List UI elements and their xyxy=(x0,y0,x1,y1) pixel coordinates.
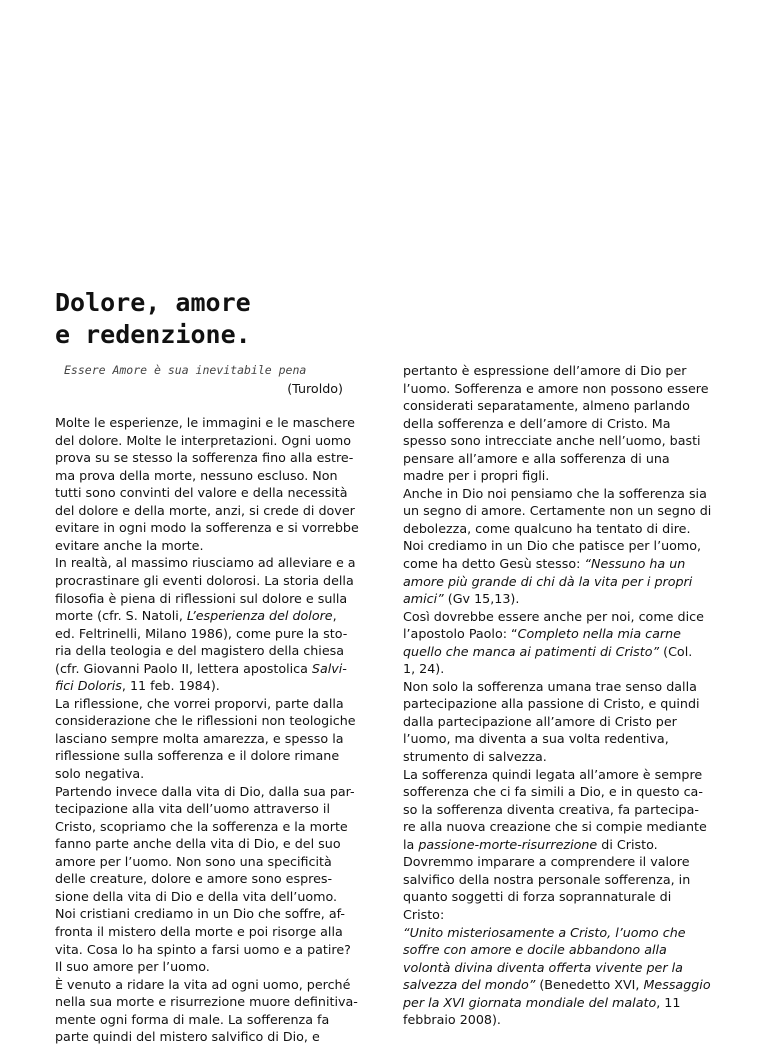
text-segment: vita. Cosa lo ha spinto a farsi uomo e a patire? xyxy=(55,941,351,957)
text-segment: spesso sono intrecciate anche nell’uomo, basti xyxy=(403,433,701,449)
text-segment: ria della teologia e del magistero della chiesa xyxy=(55,643,345,659)
left-column xyxy=(55,362,359,1046)
italic-text: soffre con amore e docile abbandono alla xyxy=(403,942,667,958)
text-line xyxy=(403,537,703,555)
text-line xyxy=(55,607,345,625)
text-segment: , 11 feb. 1984). xyxy=(121,678,220,694)
text-line xyxy=(403,976,711,994)
text-line xyxy=(403,520,703,538)
text-line xyxy=(403,573,703,591)
text-segment: nella sua morte e risurrezione muore definitiva- xyxy=(55,994,358,1010)
text-line xyxy=(403,485,707,503)
text-line xyxy=(55,537,345,555)
italic-text: volontà divina diventa offerta vivente per la xyxy=(403,959,683,975)
text-segment: parte quindi del mistero salvifico di Dio, e xyxy=(55,1029,320,1045)
epigraph-attribution: (Turoldo) xyxy=(287,380,343,396)
text-line xyxy=(55,519,359,537)
text-line xyxy=(55,1011,345,1029)
text-line xyxy=(55,783,355,801)
text-line xyxy=(55,765,345,783)
italic-text: “Nessuno ha un xyxy=(584,556,686,572)
italic-text: fici Doloris xyxy=(55,678,122,694)
text-segment: partecipazione alla passione di Cristo, e quindi xyxy=(403,696,700,712)
text-segment: prova su se stesso la sofferenza fino alla estre- xyxy=(55,450,354,466)
italic-text: amici” xyxy=(403,591,444,607)
text-line xyxy=(403,362,703,380)
text-line xyxy=(55,1028,345,1046)
text-line xyxy=(55,660,345,678)
right-column xyxy=(403,362,712,1029)
text-line xyxy=(403,730,703,748)
epigraph-gap xyxy=(55,397,345,414)
text-line xyxy=(55,502,355,520)
text-segment: sofferenza che ci fa simili a Dio, e in questo ca- xyxy=(403,784,703,800)
text-segment: l’apostolo Paolo: “ xyxy=(403,626,518,642)
text-line xyxy=(403,836,703,854)
italic-text: “Unito misteriosamente a Cristo, l’uomo che xyxy=(403,924,686,940)
text-segment: considerati separatamente, almeno parlando xyxy=(403,398,690,414)
title-line-2: e redenzione. xyxy=(55,320,251,349)
text-line xyxy=(55,747,345,765)
text-line xyxy=(403,748,703,766)
text-segment: la xyxy=(403,836,419,852)
text-segment: sione della vita di Dio e della vita dell’uomo. xyxy=(55,888,338,904)
text-segment: pertanto è espressione dell’amore di Dio per xyxy=(403,363,687,378)
text-segment: pensare all’amore e alla sofferenza di una xyxy=(403,450,670,466)
text-line xyxy=(403,783,703,801)
text-line xyxy=(55,572,354,590)
text-segment: Non solo la sofferenza umana trae senso dalla xyxy=(403,678,697,694)
text-segment: evitare anche la morte. xyxy=(55,537,204,553)
text-segment: , 11 xyxy=(656,994,681,1010)
text-segment: del dolore e della morte, anzi, si crede di dover xyxy=(55,502,355,518)
text-segment: (Col. xyxy=(659,643,693,659)
text-segment: lasciano sempre molta amarezza, e spesso la xyxy=(55,730,344,746)
text-line xyxy=(55,835,345,853)
text-segment: evitare in ogni modo la sofferenza e si vorrebbe xyxy=(55,520,359,536)
text-line xyxy=(403,555,703,573)
text-line xyxy=(55,484,348,502)
text-line xyxy=(403,502,712,520)
text-segment: febbraio 2008). xyxy=(403,1012,501,1028)
text-segment: La sofferenza quindi legata all’amore è sempre xyxy=(403,766,703,782)
text-line xyxy=(403,801,703,819)
text-segment: madre per i propri figli. xyxy=(403,468,550,484)
italic-text: passione-morte-risurrezione xyxy=(418,836,598,852)
text-line xyxy=(403,1011,703,1029)
italic-text: Salvi- xyxy=(311,660,347,676)
text-segment: fronta il mistero della morte e poi risorge alla xyxy=(55,923,343,939)
italic-text: Completo nella mia carne xyxy=(517,626,681,642)
text-line xyxy=(403,380,709,398)
text-segment: riflessione sulla sofferenza e il dolore rimane xyxy=(55,748,340,764)
article-title xyxy=(55,287,251,351)
text-segment: ed. Feltrinelli, Milano 1986), come pure la sto- xyxy=(55,625,348,641)
text-line xyxy=(55,888,345,906)
text-segment: Partendo invece dalla vita di Dio, dalla sua par- xyxy=(55,783,355,799)
text-line xyxy=(403,853,703,871)
text-segment: so la sofferenza diventa creativa, fa partecipa- xyxy=(403,801,699,817)
text-line xyxy=(403,994,703,1012)
italic-text: L’esperienza del dolore xyxy=(186,608,333,624)
text-line xyxy=(403,906,703,924)
text-line xyxy=(55,625,348,643)
italic-text: amore più grande di chi dà la vita per i propri xyxy=(403,573,693,589)
italic-text: salvezza del mondo” xyxy=(403,977,536,993)
right-body-text xyxy=(403,362,712,1029)
text-line xyxy=(55,414,355,432)
text-line xyxy=(403,415,703,433)
text-line xyxy=(403,766,703,784)
text-segment: fanno parte anche della vita di Dio, e del suo xyxy=(55,836,341,852)
text-line xyxy=(403,941,703,959)
text-segment: In realtà, al massimo riusciamo ad alleviare e a xyxy=(55,555,356,571)
text-line xyxy=(55,590,348,608)
text-line xyxy=(403,660,703,678)
text-segment: solo negativa. xyxy=(55,766,145,782)
text-line xyxy=(55,449,354,467)
text-line xyxy=(403,450,703,468)
text-line xyxy=(55,993,358,1011)
text-line xyxy=(403,643,703,661)
text-segment: Cristo, scopriamo che la sofferenza e la morte xyxy=(55,818,348,834)
text-line xyxy=(55,642,345,660)
left-body-text xyxy=(55,414,359,1046)
text-segment: Molte le esperienze, le immagini e le maschere xyxy=(55,415,355,431)
text-line xyxy=(55,941,351,959)
text-segment: Il suo amore per l’uomo. xyxy=(55,959,210,975)
text-line xyxy=(403,695,703,713)
text-segment: amore per l’uomo. Non sono una specificità xyxy=(55,853,332,869)
italic-text: quello che manca ai patimenti di Cristo” xyxy=(403,643,660,659)
text-line xyxy=(55,800,345,818)
text-line xyxy=(55,712,356,730)
text-line xyxy=(403,888,703,906)
text-segment: dalla partecipazione all’amore di Cristo per xyxy=(403,713,677,729)
text-segment: della sofferenza e dell’amore di Cristo. Ma xyxy=(403,415,671,431)
text-segment: tutti sono convinti del valore e della necessità xyxy=(55,485,348,501)
text-segment: , xyxy=(332,608,337,624)
text-line xyxy=(55,677,345,695)
text-segment: di Cristo. xyxy=(597,836,658,852)
text-segment: tecipazione alla vita dell’uomo attraverso il xyxy=(55,801,330,817)
text-segment: filosofia è piena di riflessioni sul dolore e sulla xyxy=(55,590,348,606)
text-segment: ma prova della morte, nessuno escluso. Non xyxy=(55,467,338,483)
text-segment: un segno di amore. Certamente non un segno di xyxy=(403,503,712,519)
text-segment: come ha detto Gesù stesso: xyxy=(403,556,585,572)
text-segment: procrastinare gli eventi dolorosi. La storia della xyxy=(55,573,354,589)
text-segment: l’uomo, ma diventa a sua volta redentiva, xyxy=(403,731,669,747)
text-segment: delle creature, dolore e amore sono espres- xyxy=(55,871,333,887)
text-segment: salvifico della nostra personale sofferenza, in xyxy=(403,871,691,887)
text-line xyxy=(403,871,703,889)
text-line xyxy=(403,432,703,450)
text-line xyxy=(403,924,703,942)
text-segment: (cfr. Giovanni Paolo II, lettera apostolica xyxy=(55,660,312,676)
text-segment: del dolore. Molte le interpretazioni. Ogni uomo xyxy=(55,432,351,448)
italic-text: per la XVI giornata mondiale del malato xyxy=(403,994,657,1010)
title-line-1: Dolore, amore xyxy=(55,288,251,317)
text-line xyxy=(55,554,356,572)
text-segment: debolezza, come qualcuno ha tentato di dire. xyxy=(403,520,691,536)
text-line xyxy=(55,695,345,713)
text-line xyxy=(55,870,345,888)
epigraph-text: Essere Amore è sua inevitabile pena xyxy=(64,363,307,377)
text-segment: considerazione che le riflessioni non teologiche xyxy=(55,713,356,729)
text-line xyxy=(403,625,703,643)
text-segment: Anche in Dio noi pensiamo che la sofferenza sia xyxy=(403,485,707,501)
text-line xyxy=(55,976,351,994)
text-segment: 1, 24). xyxy=(403,661,445,677)
text-line xyxy=(55,467,345,485)
text-line xyxy=(55,730,345,748)
text-line xyxy=(403,818,707,836)
text-segment: l’uomo. Sofferenza e amore non possono essere xyxy=(403,380,709,396)
italic-text: Messaggio xyxy=(643,977,711,993)
text-line xyxy=(403,608,703,626)
text-line xyxy=(55,923,345,941)
text-segment: Cristo: xyxy=(403,906,445,922)
text-line xyxy=(403,590,703,608)
text-line xyxy=(403,959,703,977)
text-line xyxy=(55,853,345,871)
text-line xyxy=(403,713,703,731)
text-segment: La riflessione, che vorrei proporvi, parte dalla xyxy=(55,695,344,711)
text-line xyxy=(55,905,345,923)
text-line xyxy=(403,467,703,485)
text-segment: Noi crediamo in un Dio che patisce per l’uomo, xyxy=(403,538,702,554)
text-segment: re alla nuova creazione che si compie mediante xyxy=(403,819,707,835)
text-segment: Dovremmo imparare a comprendere il valore xyxy=(403,854,690,870)
text-segment: Noi cristiani crediamo in un Dio che soffre, af- xyxy=(55,906,345,922)
text-line xyxy=(403,397,703,415)
text-segment: mente ogni forma di male. La sofferenza fa xyxy=(55,1011,330,1027)
text-line xyxy=(55,958,345,976)
text-segment: (Benedetto XVI, xyxy=(535,977,644,993)
text-segment: (Gv 15,13). xyxy=(443,591,520,607)
text-line xyxy=(403,678,703,696)
text-segment: strumento di salvezza. xyxy=(403,749,547,765)
text-segment: quanto soggetti di forza soprannaturale di xyxy=(403,889,672,905)
text-line xyxy=(55,818,348,836)
text-segment: È venuto a ridare la vita ad ogni uomo, perché xyxy=(55,976,351,992)
text-line xyxy=(55,432,351,450)
text-segment: Così dovrebbe essere anche per noi, come dice xyxy=(403,608,704,624)
text-segment: morte (cfr. S. Natoli, xyxy=(55,608,187,624)
